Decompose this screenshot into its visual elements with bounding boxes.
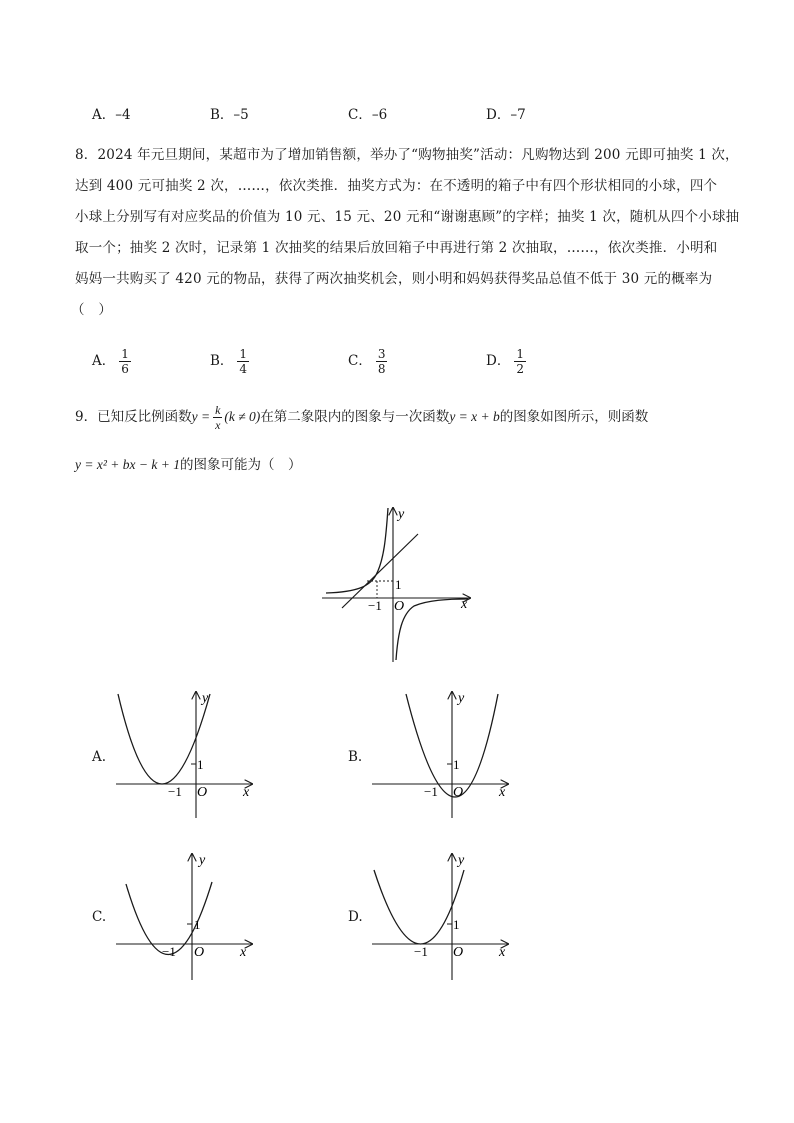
x-axis-label: x [499,945,506,960]
tick-label-neg-one: −1 [368,598,382,613]
main-figure [318,502,480,667]
q7-option-d-value: –7 [510,107,526,123]
fraction-numerator: k [215,403,221,417]
choice-a-graph [112,688,262,822]
hyperbola-branch-q2 [326,508,388,593]
q7-option-b-letter: B． [210,107,234,123]
y-axis-label: y [199,853,206,868]
q8-line-3: 小球上分别写有对应奖品的价值为 10 元、15 元、20 元和“谢谢惠顾”的字样；抽奖 1 次，随机从四个小球抽 [75,209,740,225]
q9-line-1 [75,403,648,432]
q7-option-c-letter: C． [348,107,372,123]
q8-option-b-letter: B． [210,353,234,369]
q8-option-a-letter: A． [92,353,116,369]
q7-option-d-letter: D． [486,107,511,123]
q8-line-1: 8．2024 年元旦期间，某超市为了增加销售额，举办了“购物抽奖”活动：凡购物达到 200 元即可抽奖 1 次， [75,147,739,163]
q8-option-a [92,347,131,376]
q9-tail: 的图象可能为（ ） [179,457,302,473]
choice-a-label: A. [92,749,107,765]
fraction-numerator: 1 [239,347,248,361]
q9-line-2 [75,453,301,473]
fraction-numerator: 3 [377,347,386,361]
choice-d-label: D. [348,909,363,925]
q8-option-c [348,347,387,376]
q8-option-d-fraction [514,347,526,376]
parabola [374,870,464,944]
q7-option-b-value: –5 [233,107,249,123]
x-axis-label: x [499,785,506,800]
q8-option-c-letter: C． [348,353,372,369]
y-axis-label: y [398,507,405,522]
q8-option-a-fraction [119,347,131,376]
origin-label: O [453,785,464,800]
q9-linear: y = x + b [449,409,500,424]
tick-label-one: 1 [453,757,460,772]
q7-option-b [210,103,249,123]
q7-option-a-value: –4 [115,107,131,123]
q8-line-6: （ ） [71,302,113,318]
tick-label-neg-one: −1 [168,784,182,799]
hyperbola-branch-q4 [396,599,468,660]
origin-label: O [453,945,464,960]
tick-label-one: 1 [197,757,204,772]
linear-function-line [342,534,418,608]
choice-d-graph [368,850,518,984]
x-axis-label: x [461,597,468,612]
tick-label-one: 1 [453,917,460,932]
choice-b-label: B. [348,749,363,765]
q8-line-5: 妈妈一共购买了 420 元的物品，获得了两次抽奖机会，则小明和妈妈获得奖品总值不低于 30 元的概率为 [75,271,713,287]
choice-b-graph [368,688,518,822]
origin-label: O [394,599,405,614]
q7-option-d [486,103,526,123]
choice-c-graph [112,850,262,984]
tick-label-one: 1 [194,917,201,932]
origin-label: O [197,785,208,800]
q8-option-d-letter: D． [486,353,511,369]
q7-option-c [348,103,387,123]
choice-c-label: C. [92,909,107,925]
fraction-denominator: 6 [121,362,129,376]
x-axis-label: x [243,785,250,800]
q7-option-a-letter: A． [92,107,116,123]
q8-option-c-fraction [376,347,388,376]
fraction-denominator: x [215,418,221,432]
fraction-numerator: 1 [516,347,524,361]
fraction-denominator: 2 [516,362,524,376]
tick-label-one: 1 [395,577,402,592]
q9-k-over-x [213,403,222,432]
q9-suffix: 的图象如图所示，则函数 [499,409,649,425]
q8-option-b-fraction [237,347,249,376]
q7-option-c-value: –6 [371,107,388,123]
y-axis-label: y [458,853,465,868]
q9-condition: (k ≠ 0) [224,409,261,424]
tick-label-neg-one: −1 [414,944,428,959]
fraction-denominator: 8 [377,362,386,376]
q8-line-2: 达到 400 元可抽奖 2 次，……，依次类推．抽奖方式为：在不透明的箱子中有四个形状相同的小球，四个 [75,178,718,194]
tick-label-neg-one: −1 [162,944,176,959]
q8-text [71,140,740,326]
y-axis-label: y [458,691,465,706]
fraction-denominator: 4 [239,362,248,376]
x-axis-label: x [240,945,247,960]
q9-prefix: 9．已知反比例函数 [75,409,192,425]
q8-option-b [210,347,249,376]
q9-quadratic: y = x² + bx − k + 1 [75,457,180,472]
fraction-numerator: 1 [121,347,129,361]
y-axis-label: y [202,691,209,706]
q9-middle: 在第二象限内的图象与一次函数 [260,409,450,425]
q8-line-4: 取一个；抽奖 2 次时，记录第 1 次抽奖的结果后放回箱子中再进行第 2 次抽取，……，依次类推．小明和 [75,240,718,256]
origin-label: O [194,945,205,960]
tick-label-neg-one: −1 [424,784,438,799]
q8-option-d [486,347,526,376]
q7-option-a [92,103,131,123]
q9-y-eq: y = [191,409,211,424]
